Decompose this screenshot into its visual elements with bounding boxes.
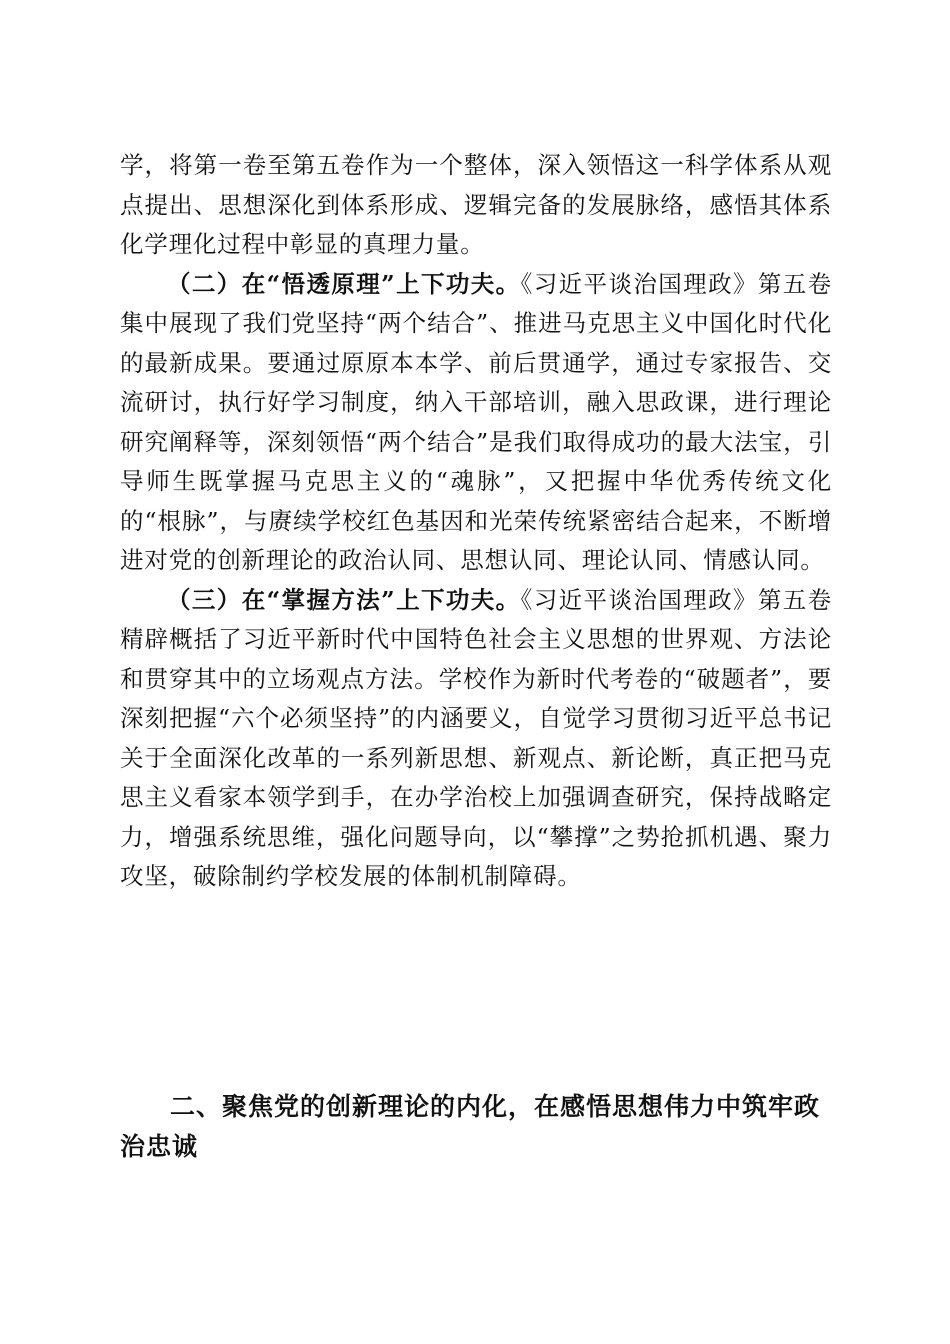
paragraph-section-2 — [120, 265, 832, 581]
heading-2: 二、聚焦党的创新理论的内化，在感悟思想伟力中筑牢政治忠诚 — [120, 1092, 821, 1161]
section-2-body: 《习近平谈治国理政》第五卷集中展现了我们党坚持“两个结合”、推进马克思主义中国化时代化的最新成果。要通过原原本本学、前后贯通学，通过专家报告、交流研讨，执行好学习制度，纳入干部培训，融入思政课，进行理论研究阐释等，深刻领悟“两个结合”是我们取得成功的最大法宝，引导师生既掌握马克思主义的“魂脉”，又把握中华优秀传统文化的“根脉”，与赓续学校红色基因和光荣传统紧密结合起来，不断增进对党的创新理论的政治认同、思想认同、理论认同、情感认同。 — [120, 269, 832, 574]
paragraph-section-3 — [120, 581, 832, 897]
section-heading — [120, 1087, 832, 1167]
section-2-lead: （二）在“悟透原理”上下功夫。 — [167, 269, 521, 298]
section-3-lead: （三）在“掌握方法”上下功夫。 — [167, 585, 521, 614]
body-text — [120, 146, 832, 897]
paragraph-continuation: 学，将第一卷至第五卷作为一个整体，深入领悟这一科学体系从观点提出、思想深化到体系形成、逻辑完备的发展脉络，感悟其体系化学理化过程中彰显的真理力量。 — [120, 151, 832, 258]
section-3-body: 《习近平谈治国理政》第五卷精辟概括了习近平新时代中国特色社会主义思想的世界观、方法论和贯穿其中的立场观点方法。学校作为新时代考卷的“破题者”，要深刻把握“六个必须坚持”的内涵要义，自觉学习贯彻习近平总书记关于全面深化改革的一系列新思想、新观点、新论断，真正把马克思主义看家本领学到手，在办学治校上加强调查研究，保持战略定力，增强系统思维，强化问题导向，以“攀撑”之势抢抓机遇、聚力攻坚，破除制约学校发展的体制机制障碍。 — [120, 585, 832, 890]
